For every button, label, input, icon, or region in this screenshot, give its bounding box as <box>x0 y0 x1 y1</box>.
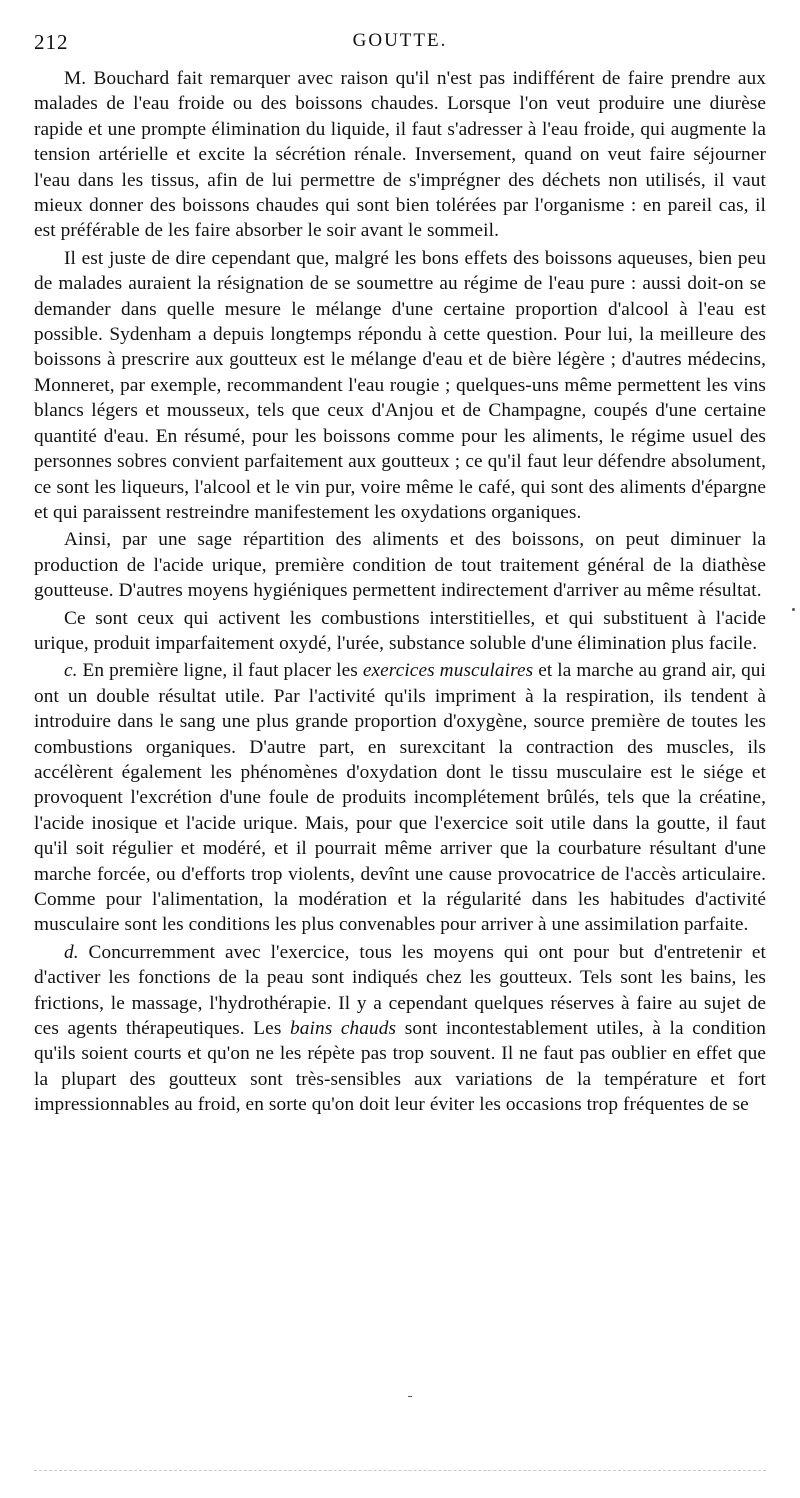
paragraph-bains <box>34 940 766 1118</box>
page-number: 212 <box>34 30 69 54</box>
paragraph-alcool <box>34 246 766 525</box>
paragraph-exercices <box>34 658 766 937</box>
paragraph-text: sont incontestablement utiles, à la condition qu'ils soient courts et qu'on ne les répète pas trop souvent. Il ne faut pas oublier en effet que la plupart des goutteux sont très-sensibles aux variations de la température et fort impressionnables au froid, en sorte qu'on doit leur éviter les occasions trop fréquentes de se <box>34 1018 766 1116</box>
paragraph-text: M. Bouchard fait remarquer avec raison qu'il n'est pas indifférent de faire prendre aux malades de l'eau froide ou des boissons chaudes. Lorsque l'on veut produire une diurèse rapide et une prompte élimination du liquide, il faut s'adresser à l'eau froide, qui augmente la tension artérielle et excite la sécrétion rénale. Inversement, quand on veut faire séjourner l'eau dans les tissus, afin de lui permettre de s'imprégner des déchets non utilisés, il vaut mieux donner des boissons chaudes qui sont bien tolérées par l'organisme : en pareil cas, il est préférable de les faire absorber le soir avant le sommeil. <box>34 68 766 242</box>
section-marker-c: c. <box>64 660 78 682</box>
paragraph-text: Il est juste de dire cependant que, malgré les bons effets des boissons aqueuses, bien peu de malades auraient la résignation de se soumettre au régime de l'eau pure : aussi doit-on se demander dans quelle mesure le mélange d'une certaine proportion d'alcool à l'eau est possible. Sydenham a depuis longtemps répondu à cette question. Pour lui, la meilleure des boissons à prescrire aux goutteux est le mélange d'eau et de bière légère ; d'autres médecins, Monneret, par exemple, recommandent l'eau rougie ; quelques-uns même permettent les vins blancs légers et mousseux, tels que ceux d'Anjou et de Champagne, coupés d'une certaine quantité d'eau. En résumé, pour les boissons comme pour les aliments, le régime usuel des personnes sobres convient parfaitement aux goutteux ; ce qu'il faut leur défendre absolument, ce sont les liqueurs, l'alcool et le vin pur, voire même le café, qui sont des aliments d'épargne et qui paraissent restreindre manifestement les oxydations organiques. <box>34 247 766 523</box>
paragraph-boissons-chaudes <box>34 66 766 244</box>
bottom-bleed-line <box>34 1470 766 1471</box>
italic-term: exercices musculaires <box>362 660 534 682</box>
paragraph-text: Concurremment avec l'exercice, tous les moyens qui ont pour but d'entretenir et d'activer les fonctions de la peau sont indiqués chez les goutteux. Tels sont les bains, les frictions, le massage, l'hydrothérapie. Il y a cependant quelques réserves à faire au sujet de ces agents thérapeutiques. Les <box>34 941 766 1040</box>
print-speck <box>408 1396 412 1397</box>
paragraph-combustions <box>34 606 766 657</box>
running-title: GOUTTE. <box>352 30 448 51</box>
paragraph-text: Ainsi, par une sage répartition des aliments et des boissons, on peut diminuer la production de l'acide urique, première condition de tout traitement général de la diathèse goutteuse. D'autres moyens hygiéniques permettent indirectement d'arriver au même résultat. <box>34 529 766 602</box>
paragraph-acide-urique <box>34 527 766 603</box>
running-head <box>34 30 766 56</box>
paragraph-text: En première ligne, il faut placer les <box>77 660 363 682</box>
margin-speck <box>792 608 795 611</box>
body-text <box>34 66 766 1120</box>
paragraph-text: Ce sont ceux qui activent les combustions interstitielles, et qui substituent à l'acide urique, produit imparfaitement oxydé, l'urée, substance soluble d'une élimination plus facile. <box>34 607 766 654</box>
italic-term: bains chauds <box>290 1018 397 1040</box>
paragraph-text: et la marche au grand air, qui ont un double résultat utile. Par l'activité qu'ils impriment à la respiration, ils tendent à introduire dans le sang une plus grande proportion d'oxygène, source première de toutes les combustions organiques. D'autre part, en surexcitant la contraction des muscles, ils accélèrent également les phénomènes d'oxydation dont le tissu musculaire est le siége et provoquent l'excrétion d'une foule de produits incomplétement brûlés, tels que la créatine, l'acide inosique et l'acide urique. Mais, pour que l'exercice soit utile dans la goutte, il faut qu'il soit régulier et modéré, et il pourrait même arriver que la courbature résultant d'une marche forcée, ou d'efforts trop violents, devînt une cause provocatrice de l'accès articulaire. Comme pour l'alimentation, la modération et la régularité dans les habitudes d'activité musculaire sont les conditions les plus convenables pour arriver à une assimilation parfaite. <box>34 660 767 936</box>
section-marker-d: d. <box>64 941 79 963</box>
